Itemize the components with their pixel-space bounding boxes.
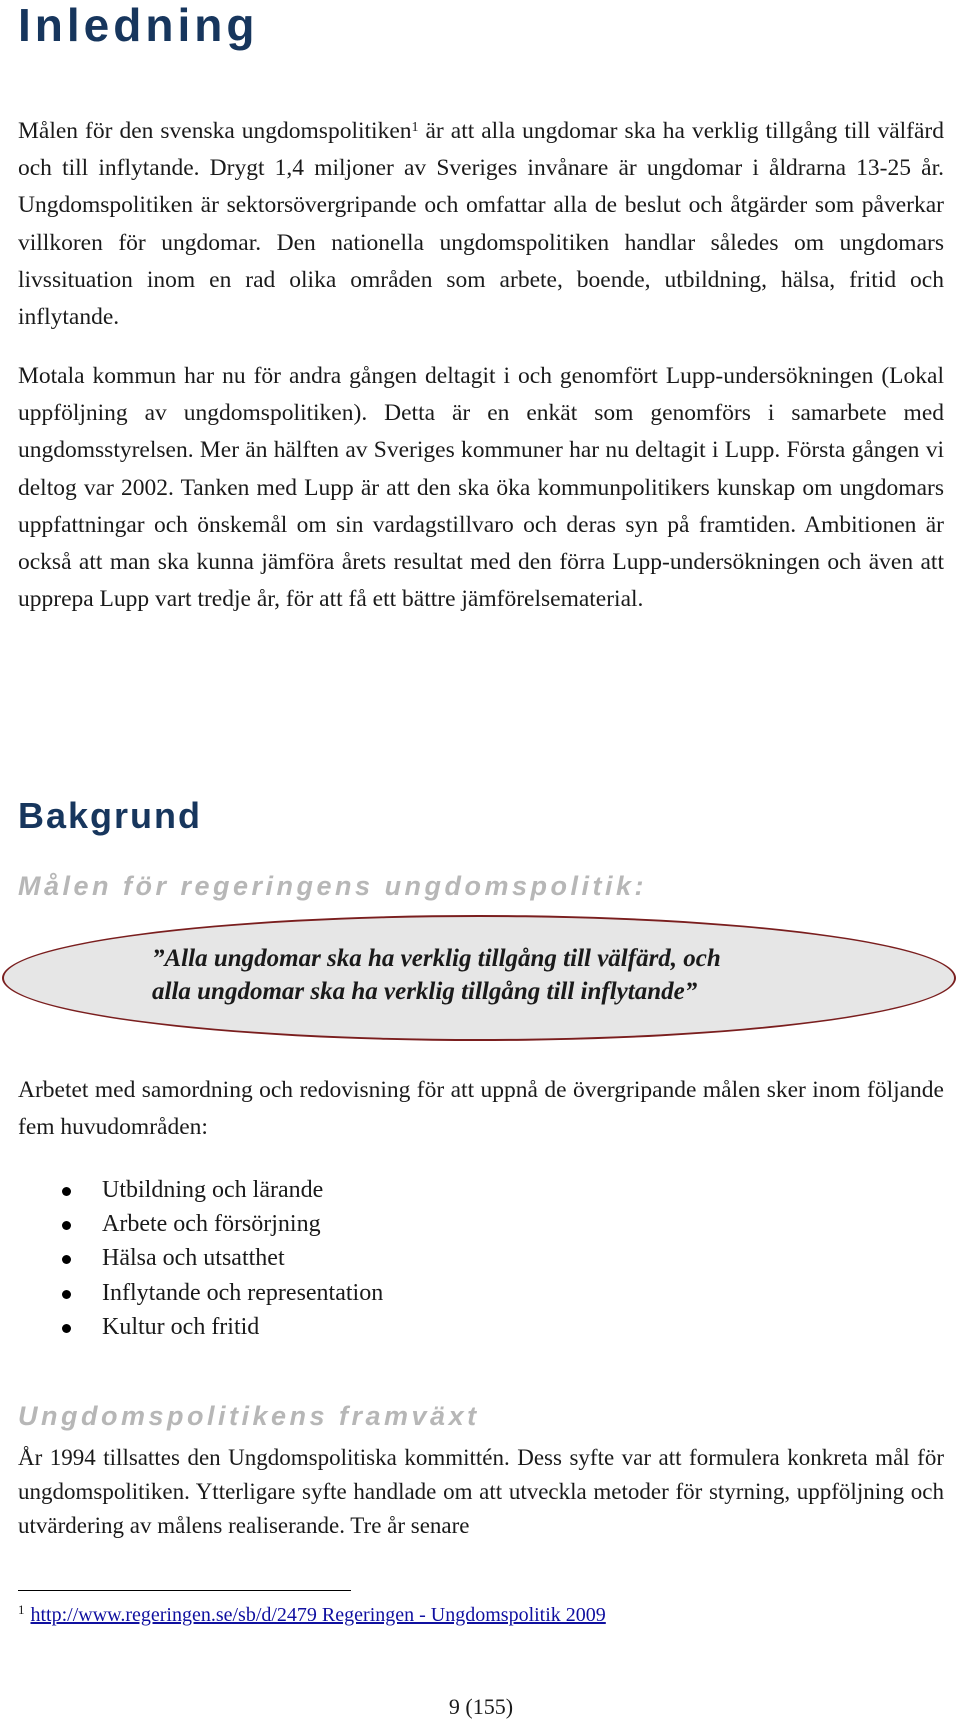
footnote-divider	[18, 1590, 351, 1591]
subheading-goals: Målen för regeringens ungdomspolitik:	[18, 871, 648, 901]
footnote-link[interactable]: http://www.regeringen.se/sb/d/2479 Regeringen - Ungdomspolitik 2009	[30, 1604, 606, 1626]
heading-bakgrund: Bakgrund	[18, 795, 203, 836]
intro-paragraph-1-rest: är att alla ungdomar ska ha verklig tillgång till välfärd och till inflytande. Drygt 1,4 miljoner av Sveriges invånare är ungdomar i åldrarna 13-25 år. Ungdomspolitiken är sektorsövergripande och omfattar alla de beslut och åtgärder som påverkar villkoren för ungdomar. Den nationella ungdomspolitiken handlar således om ungdomars livssituation inom en rad olika områden som arbete, boende, utbildning, hälsa, fritid och inflytande.	[18, 118, 944, 331]
footnote-ref-1[interactable]: 1	[411, 120, 419, 135]
list-item: Hälsa och utsatthet	[18, 1241, 383, 1275]
bullet-icon	[62, 1187, 71, 1196]
bullet-icon	[62, 1290, 71, 1299]
bullet-icon	[62, 1324, 71, 1333]
heading-inledning: Inledning	[18, 0, 259, 51]
intro-paragraph-1-start: Målen för den svenska ungdomspolitiken	[18, 118, 412, 144]
focus-areas-list	[18, 1173, 383, 1344]
goals-quote	[152, 942, 721, 1008]
list-item: Arbete och försörjning	[18, 1207, 383, 1241]
intro-paragraph-2: Motala kommun har nu för andra gången deltagit i och genomfört Lupp-undersökningen (Lokal uppföljning av ungdomspolitiken). Detta är en enkät som genomförs i samarbete med ungdomsstyrelsen. Mer än hälften av Sveriges kommuner har nu deltagit i Lupp. Första gången vi deltog var 2002. Tanken med Lupp är att den ska öka kommunpolitikers kunskap om ungdomars uppfattningar och önskemål om sin vardagstillvaro och deras syn på framtiden. Ambitionen är också att man ska kunna jämföra årets resultat med den förra Lupp-undersökningen och även att upprepa Lupp vart tredje år, för att få ett bättre jämförelsematerial.	[18, 363, 944, 613]
intro-paragraph-1	[18, 113, 944, 336]
footnote-number: 1	[18, 1602, 25, 1617]
list-item: Inflytande och representation	[18, 1276, 383, 1310]
list-item: Utbildning och lärande	[18, 1173, 383, 1207]
areas-intro-paragraph: Arbetet med samordning och redovisning för att uppnå de övergripande målen sker inom följande fem huvudområden:	[18, 1077, 944, 1141]
bullet-icon	[62, 1221, 71, 1230]
page-number: 9 (155)	[448, 1694, 514, 1719]
list-item: Kultur och fritid	[18, 1310, 383, 1344]
footnote	[18, 1604, 606, 1627]
goals-quote-line-1: ”Alla ungdomar ska ha verklig tillgång till välfärd, och	[152, 945, 721, 972]
growth-paragraph: År 1994 tillsattes den Ungdomspolitiska kommittén. Dess syfte var att formulera konkreta mål för ungdomspolitiken. Ytterligare syfte handlade om att utveckla metoder för styrning, uppföljning och utvärdering av målens realiserande. Tre år senare	[18, 1445, 944, 1538]
subheading-growth: Ungdomspolitikens framväxt	[18, 1401, 480, 1431]
bullet-icon	[62, 1255, 71, 1264]
goals-quote-line-2: alla ungdomar ska ha verklig tillgång till inflytande”	[152, 978, 698, 1005]
